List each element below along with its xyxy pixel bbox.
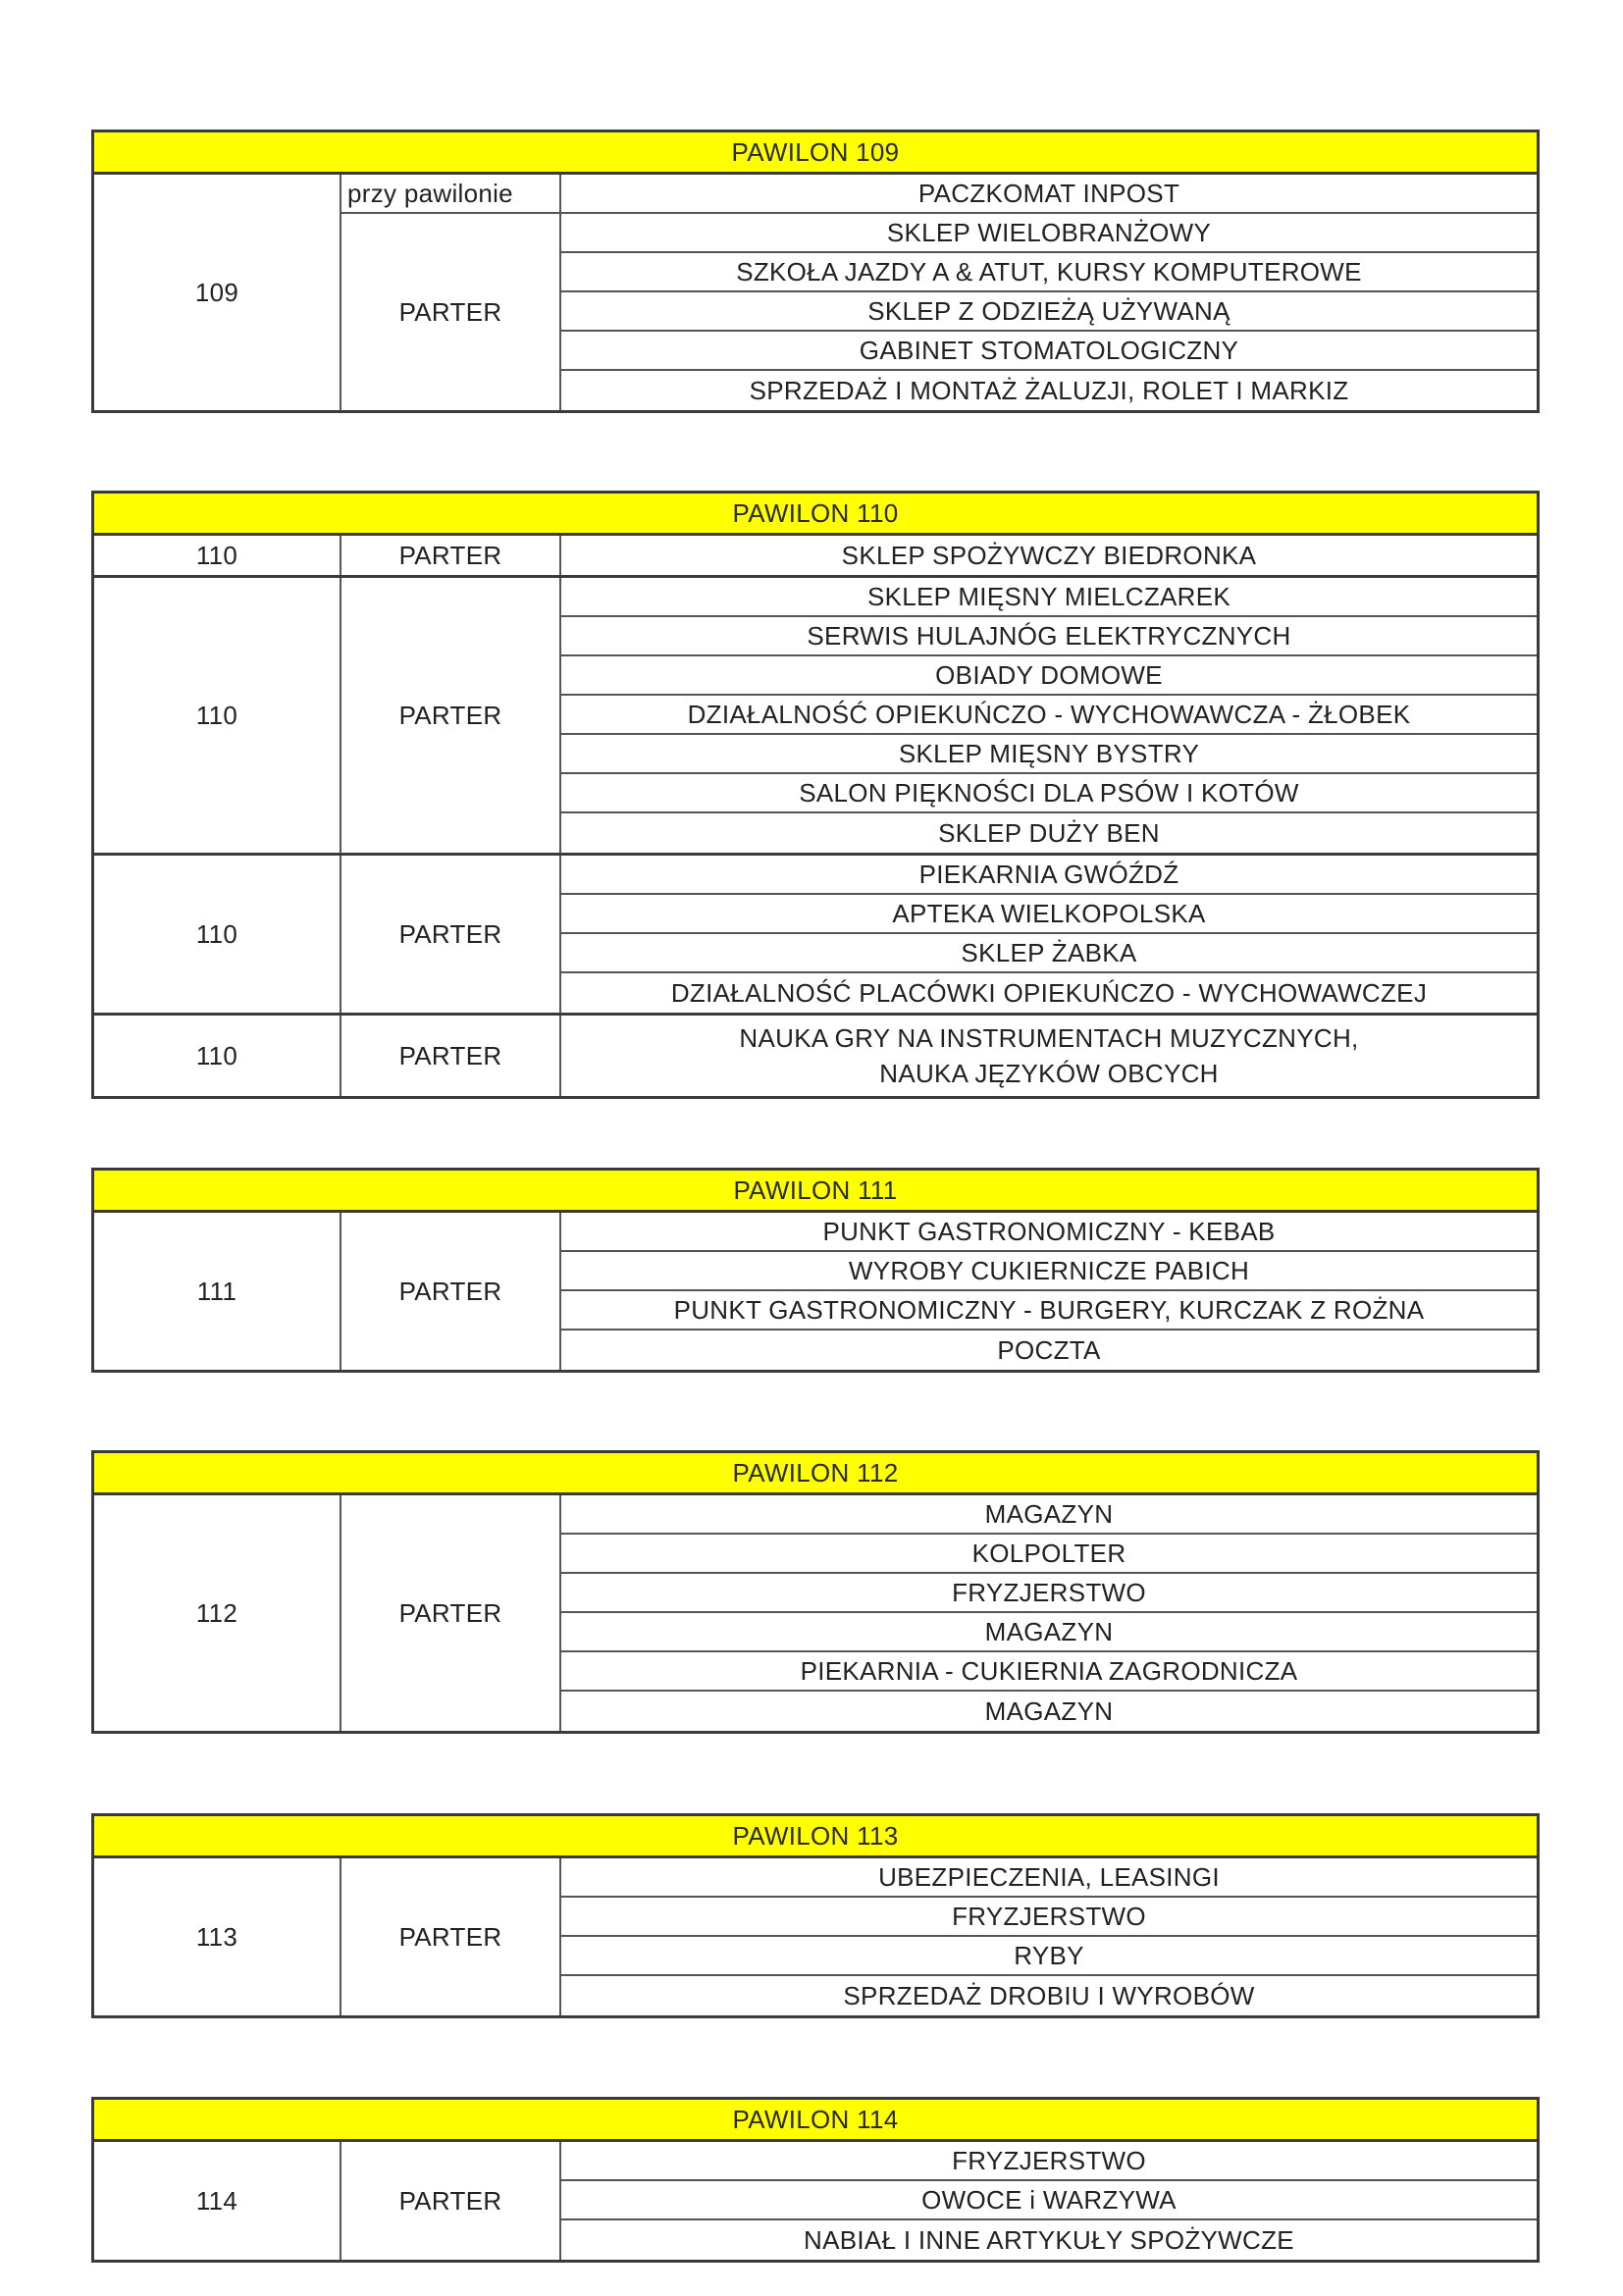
tenant-list — [561, 578, 1537, 853]
tenant-row: GABINET STOMATOLOGICZNY — [561, 332, 1537, 371]
pavilion-113-table — [91, 1813, 1540, 2018]
pavilion-number: 110 — [94, 578, 341, 853]
tenant-row: POCZTA — [997, 1334, 1101, 1365]
pavilion-109-table — [91, 130, 1540, 413]
tenant-row: FRYZJERSTWO — [561, 1898, 1537, 1937]
tenant-row: SERWIS HULAJNÓG ELEKTRYCZNYCH — [561, 617, 1537, 656]
tenant-row: SPRZEDAŻ DROBIU I WYROBÓW — [843, 1980, 1255, 2010]
pavilion-number: 111 — [94, 1213, 341, 1370]
tenant-line: NAUKA JĘZYKÓW OBCYCH — [879, 1059, 1219, 1088]
pavilion-title: PAWILON 114 — [94, 2100, 1537, 2142]
location-column — [341, 2142, 561, 2260]
pavilion-title: PAWILON 110 — [94, 494, 1537, 536]
tenant-list — [561, 1016, 1537, 1096]
tenant-row: SKLEP SPOŻYWCZY BIEDRONKA — [841, 540, 1257, 570]
tenant-row: APTEKA WIELKOPOLSKA — [561, 895, 1537, 934]
tenant-row: SKLEP DUŻY BEN — [938, 817, 1160, 848]
floor-label: PARTER — [398, 1597, 502, 1628]
pavilion-title: PAWILON 112 — [94, 1453, 1537, 1495]
floor-label: PARTER — [398, 540, 502, 570]
pavilion-group — [94, 2142, 1537, 2260]
floor-label: PARTER — [398, 1040, 502, 1070]
pavilion-114-table — [91, 2097, 1540, 2263]
tenant-row: MAGAZYN — [984, 1696, 1114, 1726]
tenant-row: PUNKT GASTRONOMICZNY - BURGERY, KURCZAK Z ROŻNA — [561, 1291, 1537, 1331]
tenant-row: UBEZPIECZENIA, LEASINGI — [561, 1858, 1537, 1898]
floor-label: PARTER — [398, 2185, 502, 2216]
tenant-row: PACZKOMAT INPOST — [561, 175, 1537, 214]
tenant-line: NAUKA GRY NA INSTRUMENTACH MUZYCZNYCH, — [739, 1023, 1359, 1053]
location-column — [341, 578, 561, 853]
tenant-row: FRYZJERSTWO — [561, 1574, 1537, 1613]
floor-label: PARTER — [398, 918, 502, 949]
pavilion-number: 112 — [94, 1495, 341, 1731]
tenant-row: MAGAZYN — [561, 1613, 1537, 1652]
location-note: przy pawilonie — [341, 175, 559, 214]
tenant-list — [561, 536, 1537, 575]
pavilion-group — [94, 1213, 1537, 1370]
tenant-row: SKLEP WIELOBRANŻOWY — [561, 214, 1537, 253]
tenant-row: KOLPOLTER — [561, 1535, 1537, 1574]
pavilion-group — [94, 1495, 1537, 1731]
location-column — [341, 536, 561, 575]
pavilion-title: PAWILON 109 — [94, 132, 1537, 175]
tenant-list — [561, 1858, 1537, 2015]
pavilion-group — [94, 536, 1537, 578]
tenant-row: SKLEP MIĘSNY BYSTRY — [561, 735, 1537, 774]
pavilion-group — [94, 856, 1537, 1016]
tenant-list — [561, 1213, 1537, 1370]
pavilion-number: 110 — [94, 536, 341, 575]
pavilion-group — [94, 578, 1537, 856]
tenant-row — [561, 1016, 1537, 1096]
tenant-list — [561, 175, 1537, 410]
pavilion-number: 110 — [94, 1016, 341, 1096]
pavilion-112-table — [91, 1450, 1540, 1734]
tenant-row: SALON PIĘKNOŚCI DLA PSÓW I KOTÓW — [561, 774, 1537, 813]
tenant-row: SPRZEDAŻ I MONTAŻ ŻALUZJI, ROLET I MARKIZ — [749, 375, 1349, 405]
pavilion-number: 109 — [94, 175, 341, 410]
location-column — [341, 175, 561, 410]
pavilion-number: 113 — [94, 1858, 341, 2015]
floor-label: PARTER — [398, 700, 502, 730]
pavilion-number: 110 — [94, 856, 341, 1013]
pavilion-group — [94, 1016, 1537, 1096]
tenant-row: DZIAŁALNOŚĆ OPIEKUŃCZO - WYCHOWAWCZA - ŻŁOBEK — [561, 696, 1537, 735]
pavilion-title: PAWILON 111 — [94, 1171, 1537, 1213]
tenant-row: OWOCE i WARZYWA — [561, 2181, 1537, 2220]
tenant-row: MAGAZYN — [561, 1495, 1537, 1535]
tenant-row: OBIADY DOMOWE — [561, 656, 1537, 696]
tenant-row: SKLEP Z ODZIEŻĄ UŻYWANĄ — [561, 292, 1537, 332]
location-column — [341, 1495, 561, 1731]
pavilion-group — [94, 1858, 1537, 2015]
pavilion-111-table — [91, 1168, 1540, 1373]
tenant-row: SKLEP MIĘSNY MIELCZAREK — [561, 578, 1537, 617]
tenant-list — [561, 1495, 1537, 1731]
pavilion-title: PAWILON 113 — [94, 1816, 1537, 1858]
location-column — [341, 1858, 561, 2015]
tenant-row: PUNKT GASTRONOMICZNY - KEBAB — [561, 1213, 1537, 1252]
tenant-row: FRYZJERSTWO — [561, 2142, 1537, 2181]
pavilion-110-table — [91, 491, 1540, 1099]
location-column — [341, 856, 561, 1013]
tenant-list — [561, 2142, 1537, 2260]
tenant-row: RYBY — [561, 1937, 1537, 1976]
tenant-row: NABIAŁ I INNE ARTYKUŁY SPOŻYWCZE — [804, 2224, 1294, 2255]
tenant-row: PIEKARNIA GWÓŹDŹ — [561, 856, 1537, 895]
floor-label: PARTER — [398, 1921, 502, 1952]
pavilion-number: 114 — [94, 2142, 341, 2260]
tenant-row: WYROBY CUKIERNICZE PABICH — [561, 1252, 1537, 1291]
pavilion-group — [94, 175, 1537, 410]
location-column — [341, 1016, 561, 1096]
floor-label: PARTER — [398, 1276, 502, 1306]
floor-label: PARTER — [398, 296, 502, 327]
tenant-row: DZIAŁALNOŚĆ PLACÓWKI OPIEKUŃCZO - WYCHOWAWCZEJ — [670, 977, 1428, 1008]
tenant-list — [561, 856, 1537, 1013]
tenant-row: SZKOŁA JAZDY A & ATUT, KURSY KOMPUTEROWE — [561, 253, 1537, 292]
tenant-row: SKLEP ŻABKA — [561, 934, 1537, 973]
tenant-row: PIEKARNIA - CUKIERNIA ZAGRODNICZA — [561, 1652, 1537, 1692]
location-column — [341, 1213, 561, 1370]
